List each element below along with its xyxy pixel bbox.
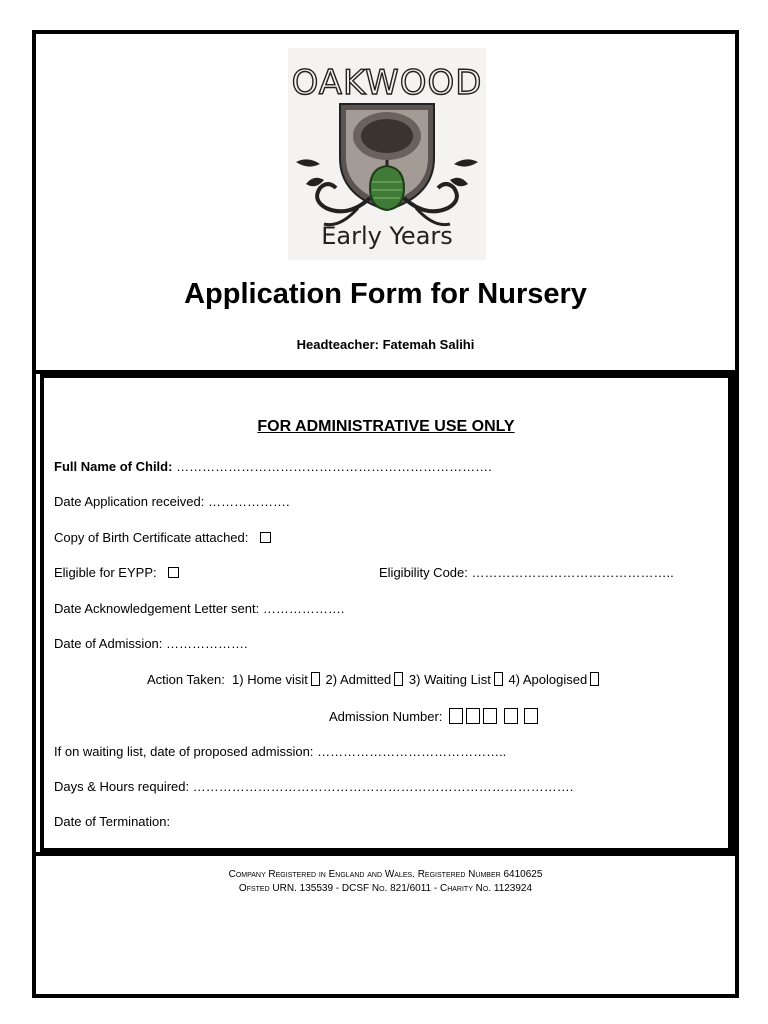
ack-letter-dots: ………………. [262, 601, 345, 616]
admin-section [40, 374, 735, 852]
footer-section [36, 852, 735, 998]
eypp-checkbox[interactable] [168, 567, 179, 578]
days-hours-label: Days & Hours required: [54, 779, 190, 794]
admission-number-box[interactable] [524, 708, 538, 724]
full-name-dots: ………………………………………………………………. [176, 459, 492, 474]
action-option-waiting-list: 3) Waiting List [408, 672, 491, 687]
date-received-label: Date Application received: [54, 494, 205, 509]
eypp-field [54, 565, 179, 580]
action-taken-row [147, 672, 601, 687]
eligibility-code-dots: ……………………………………….. [471, 565, 674, 580]
admission-date-dots: ………………. [166, 636, 248, 651]
admission-number-box[interactable] [466, 708, 480, 724]
eligibility-code-label: Eligibility Code: [379, 565, 468, 580]
waiting-list-checkbox[interactable] [494, 672, 503, 686]
days-hours-dots: ……………………………………………………………………………. [192, 779, 574, 794]
action-option-home-visit: 1) Home visit [232, 672, 308, 687]
eypp-label: Eligible for EYPP: [54, 565, 157, 580]
date-received-dots: ………………. [207, 494, 290, 509]
eligibility-code-field[interactable] [379, 565, 674, 580]
oakwood-logo [288, 48, 486, 260]
ack-letter-field[interactable] [54, 601, 344, 616]
action-option-admitted: 2) Admitted [325, 672, 392, 687]
action-option-apologised: 4) Apologised [508, 672, 588, 687]
full-name-field[interactable] [54, 459, 492, 474]
admission-number-box[interactable] [449, 708, 463, 724]
termination-field[interactable] [54, 814, 170, 829]
admission-number-box[interactable] [483, 708, 497, 724]
termination-label: Date of Termination: [54, 814, 171, 829]
admission-number-label: Admission Number: [329, 709, 443, 724]
action-taken-label: Action Taken: [147, 672, 225, 687]
header-section [36, 34, 735, 374]
admin-heading: FOR ADMINISTRATIVE USE ONLY [257, 418, 515, 435]
admission-number-field [329, 708, 538, 724]
ack-letter-label: Date Acknowledgement Letter sent: [54, 601, 260, 616]
waiting-list-label: If on waiting list, date of proposed admission: [54, 744, 314, 759]
birth-cert-label: Copy of Birth Certificate attached: [54, 530, 249, 545]
waiting-list-dots: …………………………………….. [317, 744, 507, 759]
admission-number-box[interactable] [504, 708, 518, 724]
form-title: Application Form for Nursery [184, 278, 587, 310]
page-frame [32, 30, 739, 998]
apologised-checkbox[interactable] [590, 672, 599, 686]
admitted-checkbox[interactable] [394, 672, 403, 686]
footer-registration: Company Registered in England and Wales. Registered Number 6410625 [228, 869, 543, 880]
date-received-field[interactable] [54, 494, 290, 509]
admission-date-field[interactable] [54, 636, 248, 651]
home-visit-checkbox[interactable] [311, 672, 320, 686]
birth-cert-field [54, 530, 271, 545]
footer-ofsted: Ofsted URN. 135539 - DCSF No. 821/6011 - Charity No. 1123924 [238, 883, 533, 894]
headteacher-line: Headteacher: Fatemah Salihi [296, 337, 475, 352]
full-name-label: Full Name of Child: [54, 459, 173, 474]
admission-date-label: Date of Admission: [54, 636, 163, 651]
days-hours-field[interactable] [54, 779, 573, 794]
svg-text:Early Years: Early Years [321, 222, 453, 250]
birth-cert-checkbox[interactable] [260, 532, 271, 543]
waiting-list-date-field[interactable] [54, 744, 506, 759]
svg-text:OAKWOOD: OAKWOOD [291, 63, 483, 103]
